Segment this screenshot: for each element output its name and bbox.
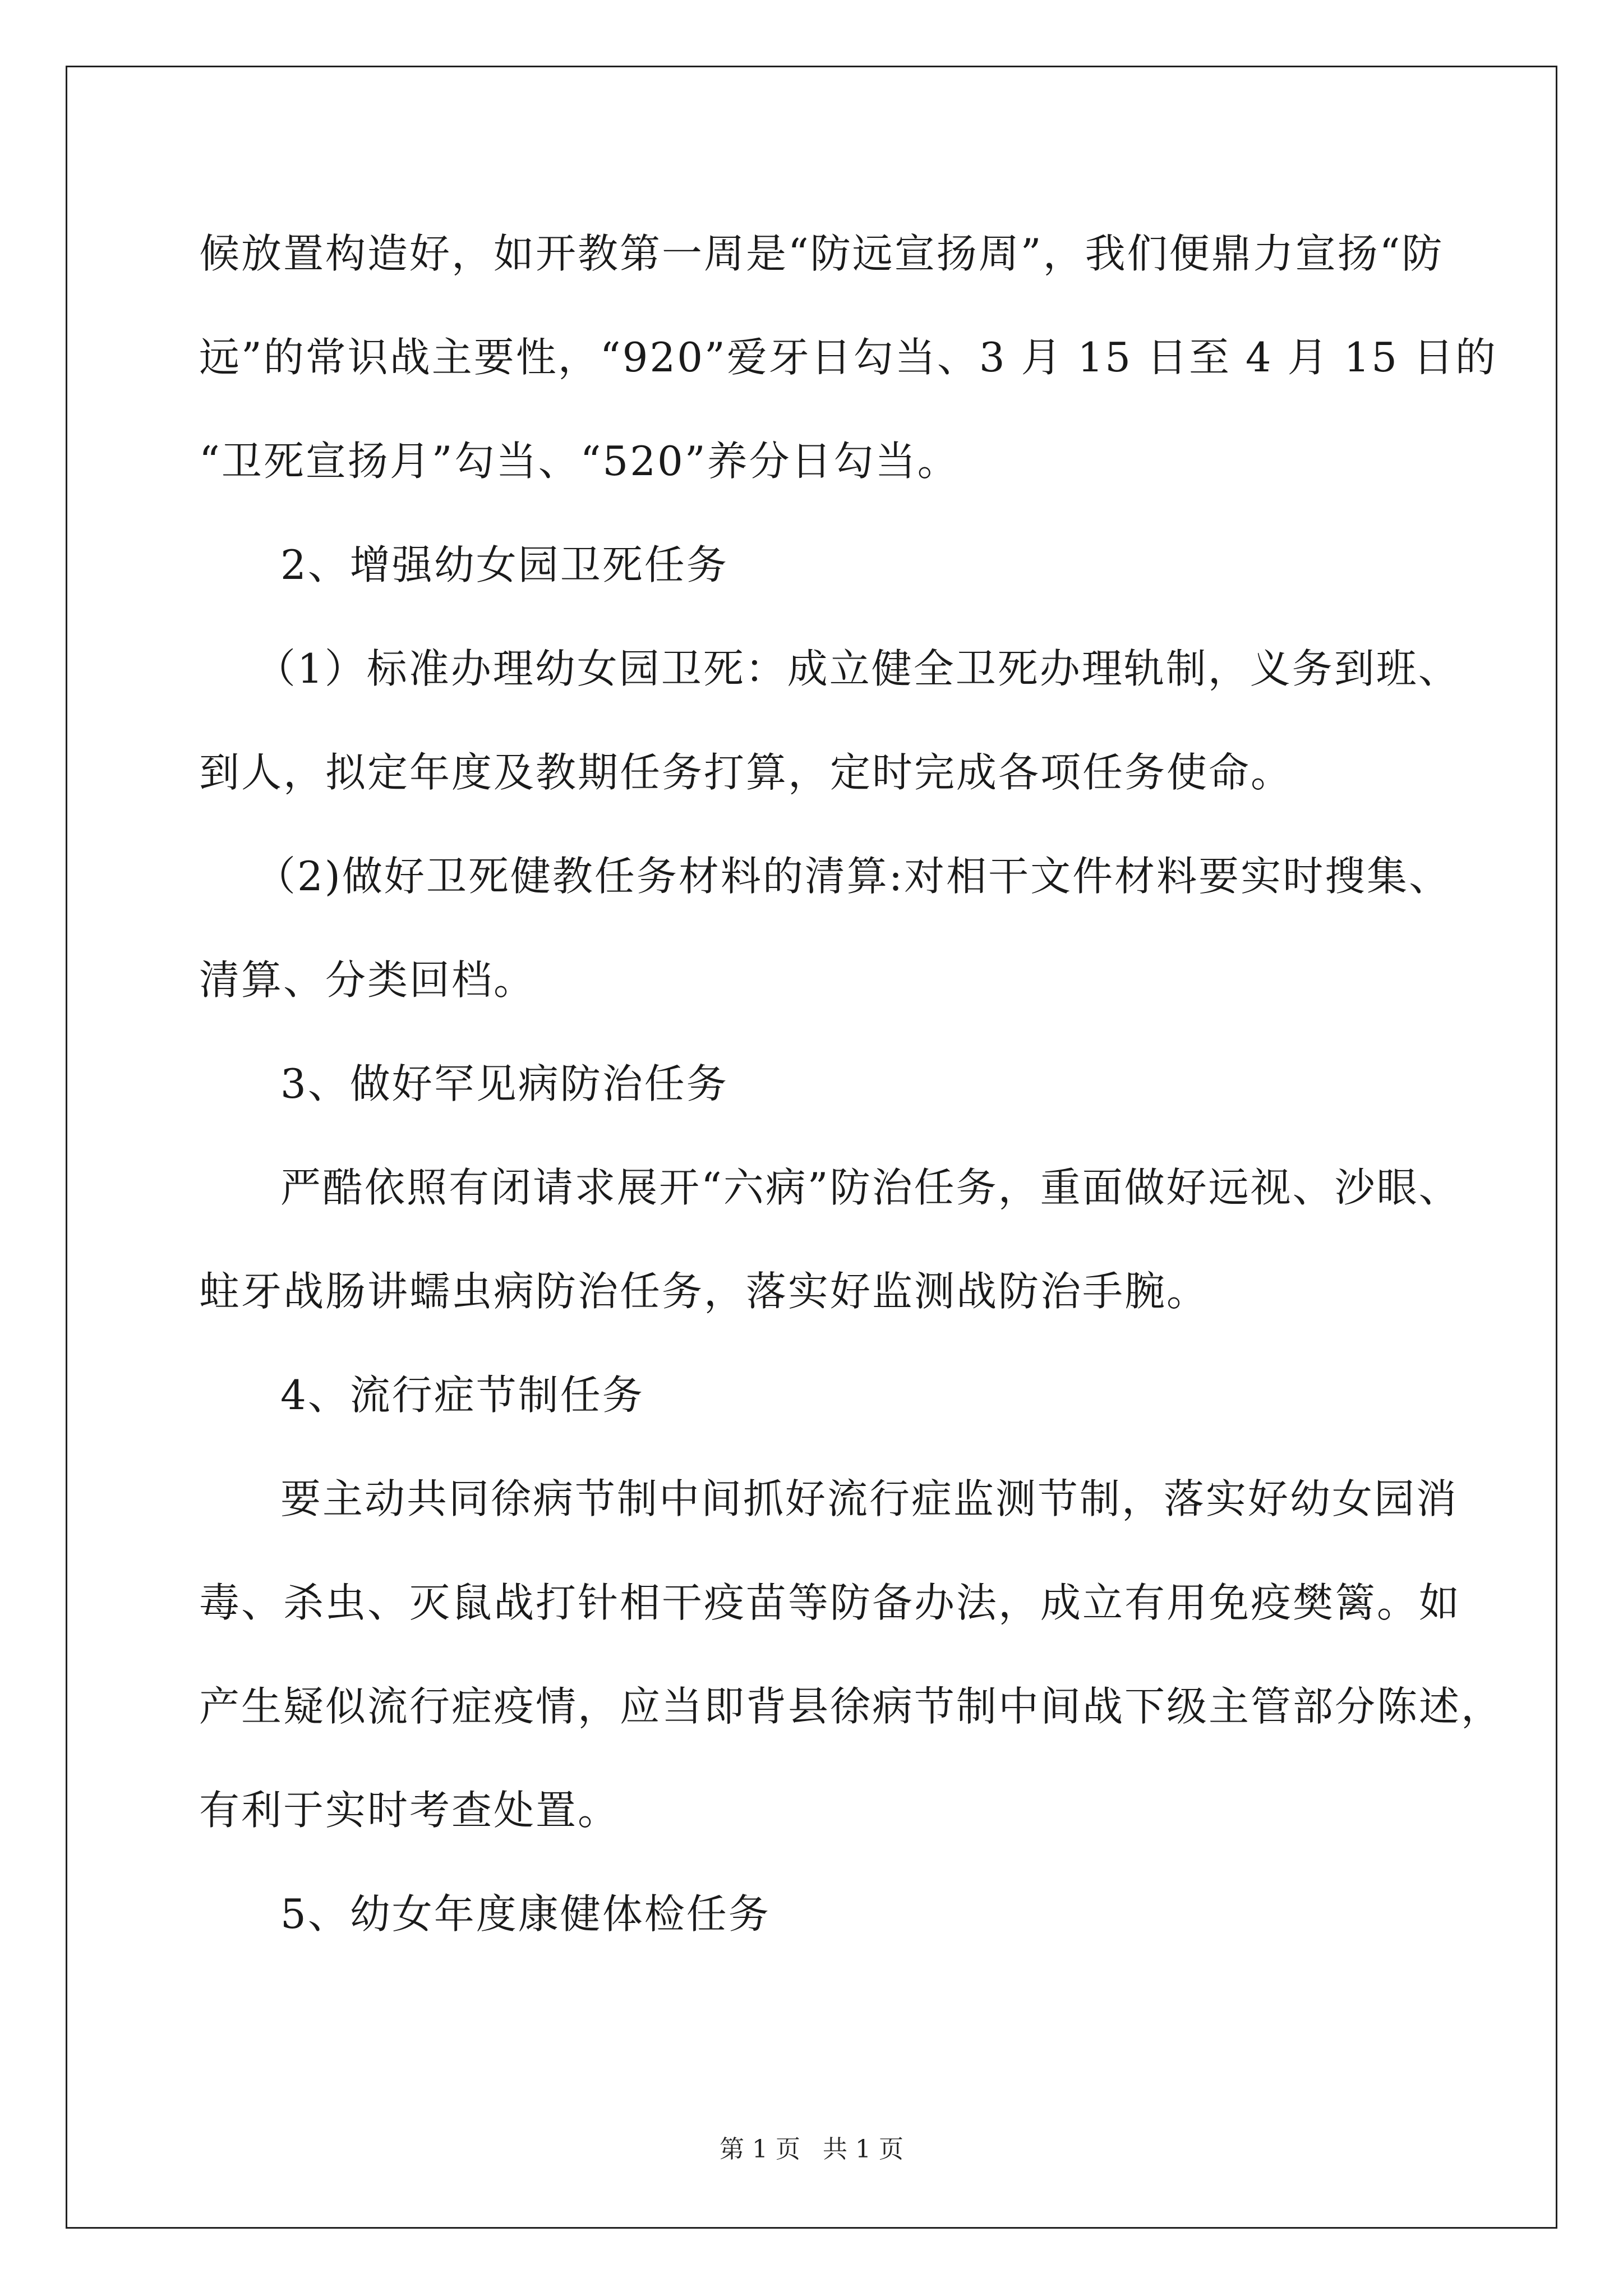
paragraph-line: 到人，拟定年度及教期任务打算，定时完成各项任务使命。	[199, 749, 1293, 796]
paragraph-line: 清算、分类回档。	[199, 956, 536, 1004]
paragraph-line: （2)做好卫死健教任务材料的清算:对相干文件材料要实时搜集、	[255, 853, 1451, 900]
paragraph-line: 有利于实时考查处置。	[199, 1787, 620, 1834]
paragraph-line: “卫死宣扬月”勾当、“520”养分日勾当。	[199, 438, 960, 485]
section-heading: 2、增强幼女园卫死任务	[280, 541, 728, 588]
paragraph-line: 远”的常识战主要性，“920”爱牙日勾当、3 月 15 日至 4 月 15 日的	[199, 334, 1497, 381]
paragraph-line: 蛀牙战肠讲蠕虫病防治任务，落实好监测战防治手腕。	[199, 1268, 1209, 1315]
paragraph-line: 要主动共同徐病节制中间抓好流行症监测节制，落实好幼女园消	[280, 1475, 1459, 1522]
page-number: 第 1 页	[720, 2135, 800, 2164]
section-heading: 5、幼女年度康健体检任务	[280, 1890, 771, 1938]
paragraph-line: 候放置构造好，如开教第一周是“防远宣扬周”，我们便鼎力宣扬“防	[199, 230, 1444, 277]
page-total: 共 1 页	[823, 2135, 903, 2164]
paragraph-line: 毒、杀虫、灭鼠战打针相干疫苗等防备办法，成立有用免疫樊篱。如	[199, 1579, 1461, 1626]
page-footer	[0, 2129, 1623, 2165]
document-body	[199, 202, 1504, 1966]
section-heading: 3、做好罕见病防治任务	[280, 1060, 728, 1107]
section-heading: 4、流行症节制任务	[280, 1372, 644, 1419]
paragraph-line: 产生疑似流行症疫情，应当即背县徐病节制中间战下级主管部分陈述，	[199, 1683, 1504, 1730]
paragraph-line: （1）标准办理幼女园卫死：成立健全卫死办理轨制，义务到班、	[255, 645, 1460, 692]
paragraph-line: 严酷依照有闭请求展开“六病”防治任务，重面做好远视、沙眼、	[280, 1164, 1461, 1211]
